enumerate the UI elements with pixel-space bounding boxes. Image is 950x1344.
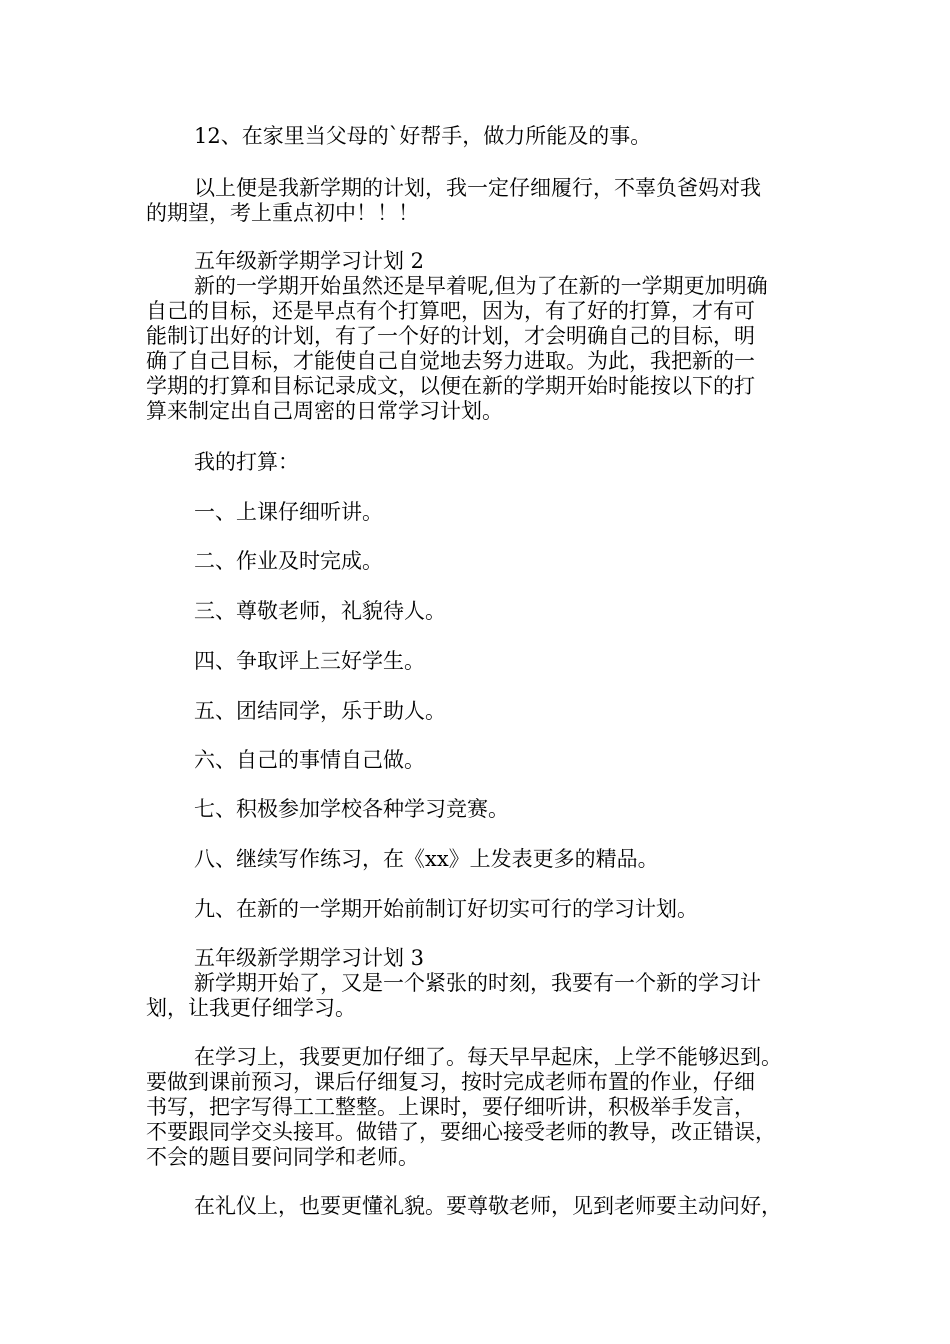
para4-line-3: 书写，把字写得工工整整。上课时，要仔细听讲，积极举手发言， (146, 1095, 755, 1119)
plan-item: 七、积极参加学校各种学习竞赛。 (194, 797, 509, 821)
para3-line-2: 划，让我更仔细学习。 (146, 996, 356, 1020)
section-heading-3: 五年级新学期学习计划 3 (194, 946, 425, 970)
para4-line-5: 不会的题目要问同学和老师。 (146, 1145, 419, 1169)
para4-line-1: 在学习上，我要更加仔细了。每天早早起床，上学不能够迟到。 (194, 1045, 782, 1069)
para2-line-4: 确了自己目标，才能使自己自觉地去努力进取。为此，我把新的一 (146, 349, 755, 373)
plan-item: 四、争取评上三好学生。 (194, 649, 425, 673)
para4-line-2: 要做到课前预习，课后仔细复习，按时完成老师布置的作业，仔细 (146, 1070, 755, 1094)
summary-line-1: 以上便是我新学期的计划，我一定仔细履行，不辜负爸妈对我 (194, 176, 761, 200)
para4-line-4: 不要跟同学交头接耳。做错了，要细心接受老师的教导，改正错误， (146, 1120, 776, 1144)
para2-line-2: 自己的目标，还是早点有个打算吧，因为，有了好的打算，才有可 (146, 299, 755, 323)
plan-item: 一、上课仔细听讲。 (194, 500, 383, 524)
plan-item: 八、继续写作练习，在《xx》上发表更多的精品。 (194, 847, 659, 871)
plan-item: 六、自己的事情自己做。 (194, 748, 425, 772)
para2-line-6: 算来制定出自己周密的日常学习计划。 (146, 399, 503, 423)
plan-item: 二、作业及时完成。 (194, 549, 383, 573)
para5-line-1: 在礼仪上，也要更懂礼貌。要尊敬老师，见到老师要主动问好， (194, 1194, 782, 1218)
section-heading-2: 五年级新学期学习计划 2 (194, 249, 425, 273)
plan-item: 五、团结同学，乐于助人。 (194, 699, 446, 723)
para2-line-3: 能制订出好的计划，有了一个好的计划，才会明确自己的目标，明 (146, 324, 755, 348)
plan-title: 我的打算： (194, 450, 299, 474)
para2-line-1: 新的一学期开始虽然还是早着呢,但为了在新的一学期更加明确 (194, 274, 768, 298)
para2-line-5: 学期的打算和目标记录成文，以便在新的学期开始时能按以下的打 (146, 374, 755, 398)
item-12: 12、在家里当父母的`好帮手，做力所能及的事。 (194, 124, 652, 148)
plan-item: 九、在新的一学期开始前制订好切实可行的学习计划。 (194, 897, 698, 921)
summary-line-2: 的期望，考上重点初中！！！ (146, 201, 419, 225)
para3-line-1: 新学期开始了，又是一个紧张的时刻，我要有一个新的学习计 (194, 971, 761, 995)
plan-item: 三、尊敬老师，礼貌待人。 (194, 599, 446, 623)
